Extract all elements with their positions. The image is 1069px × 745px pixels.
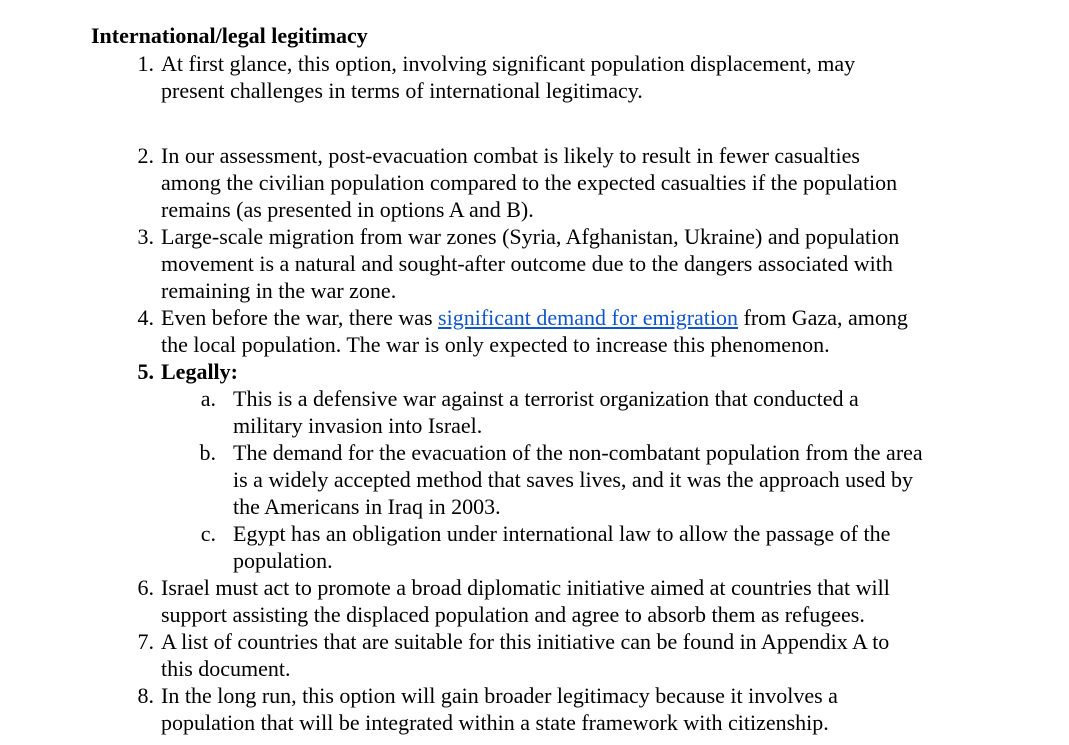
list-number: 5. <box>137 359 154 384</box>
list-number: 7. <box>137 629 154 654</box>
text-line: is a widely accepted method that saves lives, and it was the approach used by <box>233 467 913 492</box>
list-item-text <box>161 50 855 104</box>
text-line: this document. <box>161 656 291 681</box>
sub-letter: a. <box>200 386 216 411</box>
section-heading: International/legal legitimacy <box>91 23 368 48</box>
text-line: Large-scale migration from war zones (Syria, Afghanistan, Ukraine) and population <box>161 224 900 249</box>
text-segment: Even before the war, there was <box>161 305 439 330</box>
text-segment: from Gaza, among <box>738 305 908 330</box>
text-line: The demand for the evacuation of the non-combatant population from the area <box>233 440 923 465</box>
list-number: 1. <box>137 51 154 76</box>
list-item-text <box>161 682 838 736</box>
text-line: remains (as presented in options A and B). <box>161 197 534 222</box>
list-number: 8. <box>137 683 154 708</box>
text-line: among the civilian population compared to the expected casualties if the population <box>161 170 898 195</box>
sub-item-text <box>233 385 859 439</box>
text-line: movement is a natural and sought-after outcome due to the dangers associated with <box>161 251 893 276</box>
text-line: the Americans in Iraq in 2003. <box>233 494 501 519</box>
text-line: At first glance, this option, involving significant population displacement, may <box>161 51 856 76</box>
sub-letter: b. <box>199 440 216 465</box>
list-number: 2. <box>137 143 154 168</box>
list-item-text <box>161 142 897 223</box>
text-line: This is a defensive war against a terrorist organization that conducted a <box>233 386 859 411</box>
text-line: Israel must act to promote a broad diplomatic initiative aimed at countries that will <box>161 575 890 600</box>
text-line: military invasion into Israel. <box>233 413 483 438</box>
text-line: remaining in the war zone. <box>161 278 397 303</box>
text-line: population. <box>233 548 333 573</box>
text-line: In our assessment, post-evacuation combat is likely to result in fewer casualties <box>161 143 860 168</box>
sub-item-text <box>233 439 923 520</box>
list-item-text <box>161 223 899 304</box>
text-line: A list of countries that are suitable for this initiative can be found in Appendix A to <box>161 629 890 654</box>
list-item-text <box>161 628 889 682</box>
list-number: 4. <box>137 305 154 330</box>
text-line: present challenges in terms of international legitimacy. <box>161 78 643 103</box>
sub-letter: c. <box>200 521 216 546</box>
list-item-label: Legally: <box>161 359 238 384</box>
list-number: 3. <box>137 224 154 249</box>
emigration-demand-link[interactable]: significant demand for emigration <box>438 305 739 330</box>
text-line: the local population. The war is only expected to increase this phenomenon. <box>161 332 830 357</box>
text-line: population that will be integrated within a state framework with citizenship. <box>161 710 829 735</box>
text-line: In the long run, this option will gain broader legitimacy because it involves a <box>161 683 838 708</box>
list-item-text <box>161 574 890 628</box>
text-line: support assisting the displaced population and agree to absorb them as refugees. <box>161 602 865 627</box>
list-number: 6. <box>137 575 154 600</box>
sub-item-text <box>233 520 890 574</box>
text-line <box>161 304 908 331</box>
list-item-text <box>161 304 908 358</box>
text-line: Egypt has an obligation under international law to allow the passage of the <box>233 521 891 546</box>
